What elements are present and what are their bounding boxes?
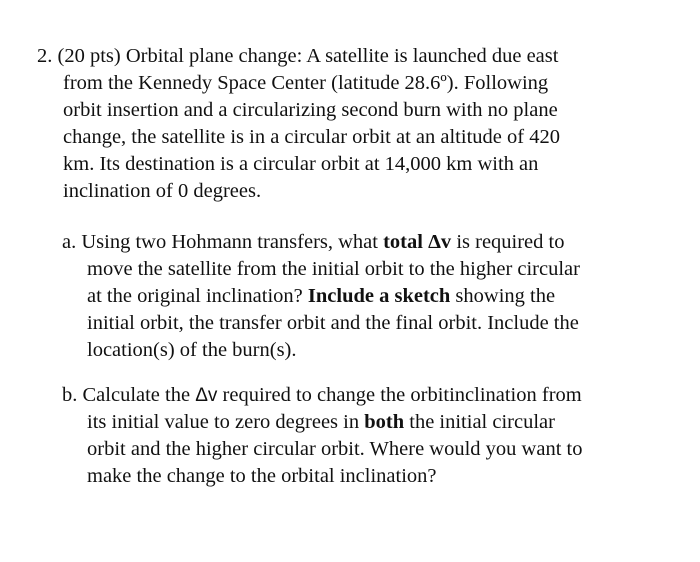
part-a-line: move the satellite from the initial orbit to the higher circular <box>87 258 580 280</box>
part-b-text: its initial value to zero degrees in <box>87 411 365 433</box>
part-b-emphasis: both <box>364 411 405 433</box>
part-b-line: make the change to the orbital inclination? <box>87 465 437 487</box>
problem-line: 2. (20 pts) Orbital plane change: A satellite is launched due east <box>37 45 559 67</box>
part-a-line: location(s) of the burn(s). <box>87 339 297 361</box>
part-b-text: b. Calculate the <box>62 384 196 406</box>
part-a-text: at the original inclination? <box>87 285 308 307</box>
part-a-line <box>62 229 682 256</box>
part-a-text: a. Using two Hohmann transfers, what <box>62 231 384 253</box>
part-a-text: showing the <box>450 285 556 307</box>
part-a-line <box>62 283 682 310</box>
part-a-line: initial orbit, the transfer orbit and the final orbit. Include the <box>87 312 579 334</box>
problem-statement <box>37 43 677 205</box>
part-b-text: the initial circular <box>404 411 555 433</box>
part-b <box>62 382 682 490</box>
problem-line: inclination of 0 degrees. <box>63 180 262 202</box>
problem-line: from the Kennedy Space Center (latitude 28.6º). Following <box>63 72 549 94</box>
part-a-emphasis: total Δv <box>383 231 452 253</box>
problem-line: km. Its destination is a circular orbit at 14,000 km with an <box>63 153 539 175</box>
problem-line: orbit insertion and a circularizing second burn with no plane <box>63 99 558 121</box>
part-b-text: required to change the orbitinclination from <box>217 384 582 406</box>
part-b-line <box>62 409 682 436</box>
part-b-line: orbit and the higher circular orbit. Where would you want to <box>87 438 583 460</box>
part-a <box>62 229 682 364</box>
delta-v-symbol: Δv <box>195 385 218 406</box>
part-a-text: is required to <box>451 231 565 253</box>
problem-line: change, the satellite is in a circular orbit at an altitude of 420 <box>63 126 560 148</box>
part-a-emphasis: Include a sketch <box>307 285 451 307</box>
part-b-line <box>62 382 682 409</box>
